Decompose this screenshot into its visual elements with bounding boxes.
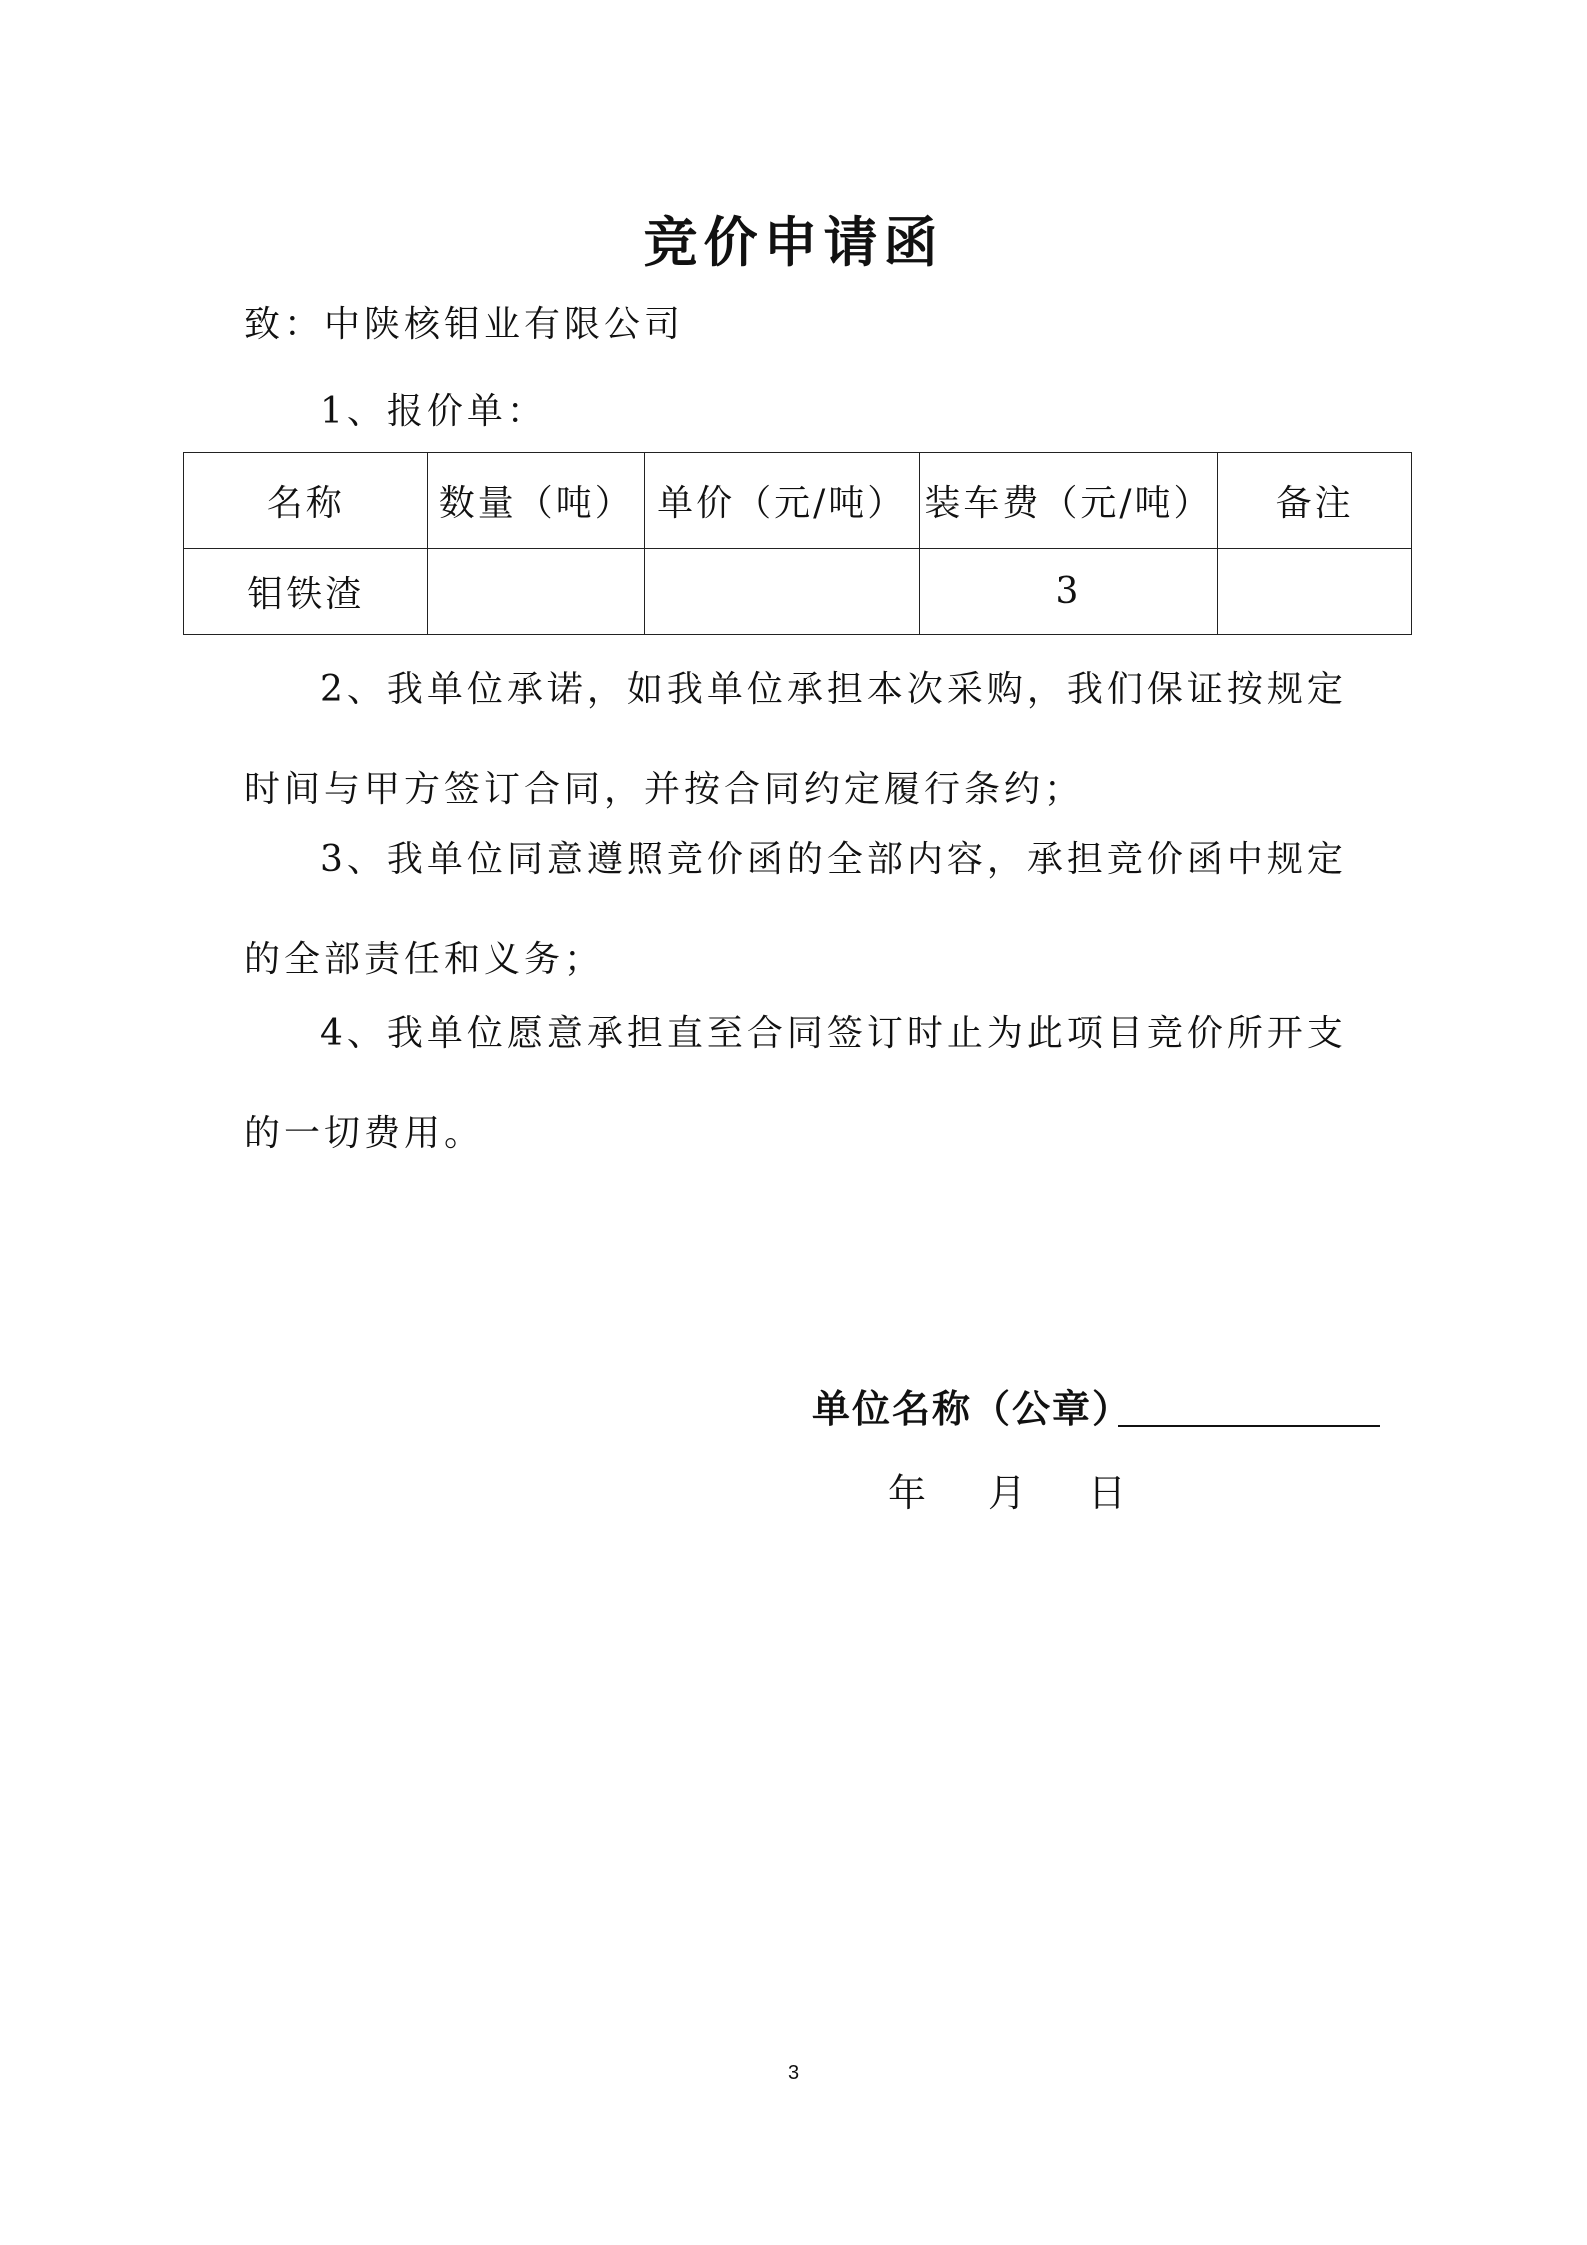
signature-date: [888, 1462, 1126, 1517]
header-loading-fee: 装车费（元/吨）: [919, 453, 1218, 549]
cell-name: 钼铁渣: [184, 549, 428, 635]
signature-label: 单位名称（公章）: [812, 1387, 1133, 1431]
table-row: [184, 549, 1412, 635]
paragraph-expenses: 4、我单位愿意承担直至合同签订时止为此项目竞价所开支的一切费用。: [244, 1013, 1347, 1154]
quote-table: [183, 452, 1412, 635]
section-1-label: 1、报价单：: [320, 391, 547, 432]
header-unit-price: 单价（元/吨）: [645, 453, 920, 549]
date-day: 日: [1088, 1471, 1127, 1515]
date-year: 年: [888, 1471, 927, 1515]
date-month: 月: [988, 1471, 1027, 1515]
document-title: 竞价申请函: [643, 211, 944, 274]
page-number: 3: [787, 2062, 800, 2084]
paragraph-commitment: 2、我单位承诺，如我单位承担本次采购，我们保证按规定时间与甲方签订合同，并按合同约定履行条约；: [244, 669, 1347, 810]
cell-unit-price[interactable]: [645, 549, 920, 635]
header-remarks: 备注: [1218, 453, 1412, 549]
cell-loading-fee: 3: [919, 549, 1218, 635]
signature-line[interactable]: [1118, 1425, 1380, 1427]
cell-quantity[interactable]: [428, 549, 645, 635]
paragraph-agreement: 3、我单位同意遵照竞价函的全部内容，承担竞价函中规定的全部责任和义务；: [244, 839, 1347, 980]
header-name: 名称: [184, 453, 428, 549]
table-header-row: [184, 453, 1412, 549]
addressee: 致：中陕核钼业有限公司: [244, 304, 685, 345]
header-quantity: 数量（吨）: [428, 453, 645, 549]
cell-remarks[interactable]: [1218, 549, 1412, 635]
